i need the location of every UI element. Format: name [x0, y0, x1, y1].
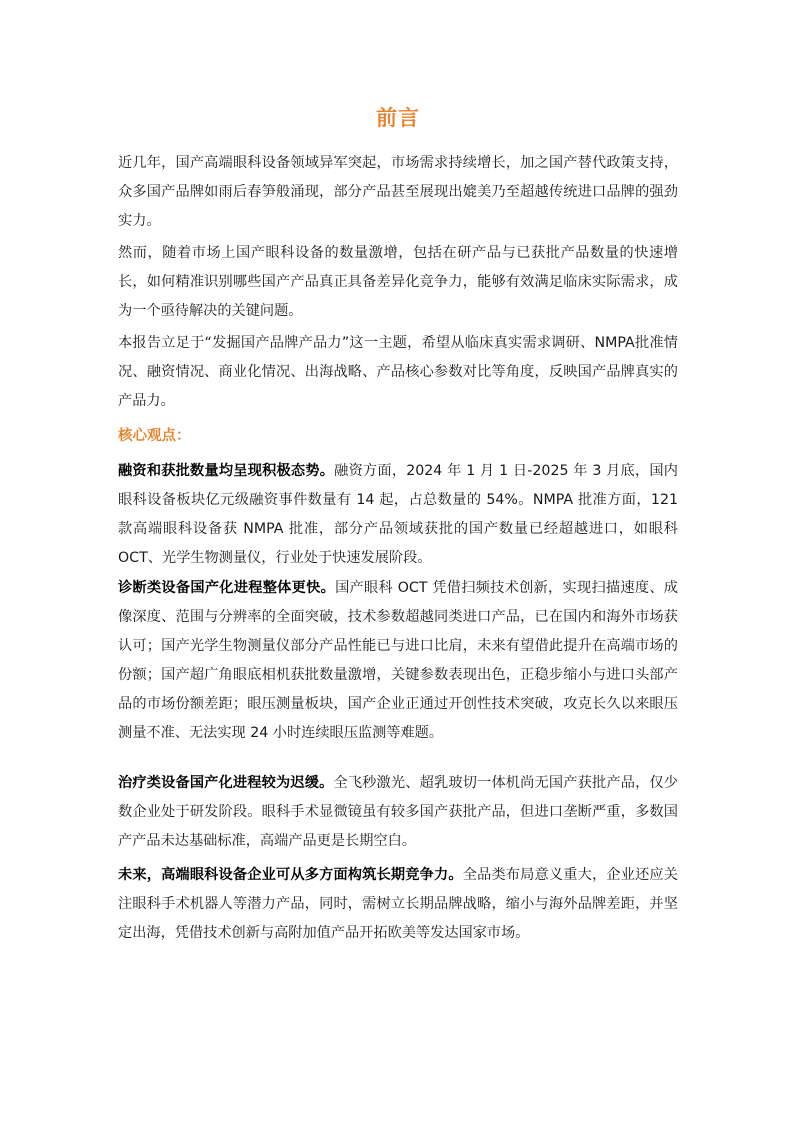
intro-paragraph: 然而，随着市场上国产眼科设备的数量激增，包括在研产品与已获批产品数量的快速增长，如何精准识别哪些国产产品真正具备差异化竞争力，能够有效满足临床实际需求，成为一个亟待解决的关键问题。	[118, 245, 678, 319]
key-point-lead: 治疗类设备国产化进程较为迟缓。	[118, 775, 334, 791]
key-point-paragraph	[118, 457, 678, 573]
key-point-paragraph	[118, 861, 678, 948]
key-point-paragraph	[118, 769, 678, 856]
key-point-lead: 诊断类设备国产化进程整体更快。	[118, 580, 336, 596]
key-point-paragraph	[118, 574, 678, 748]
key-point-body: 融资方面，2024 年 1 月 1 日-2025 年 3 月底，国内眼科设备板块亿元级融资事件数量有 14 起，占总数量的 54%。NMPA 批准方面，121 款高端眼科设备获 NMPA 批准，部分产品领域获批的国产数量已经超越进口，如眼科 OCT、光学生物测量仪，行业处于快速发展阶段。	[118, 463, 678, 566]
key-point-lead: 未来，高端眼科设备企业可从多方面构筑长期竞争力。	[118, 867, 463, 883]
key-point-body: 全飞秒激光、超乳玻切一体机尚无国产获批产品，仅少数企业处于研发阶段。眼科手术显微镜虽有较多国产获批产品，但进口垄断严重，多数国产产品未达基础标准，高端产品更是长期空白。	[118, 775, 678, 849]
intro-paragraph: 本报告立足于“发掘国产品牌产品力”这一主题，希望从临床真实需求调研、NMPA批准情况、融资情况、商业化情况、出海战略、产品核心参数对比等角度，反映国产品牌真实的产品力。	[118, 335, 678, 409]
key-point-lead: 融资和获批数量均呈现积极态势。	[118, 463, 335, 479]
page-title: 前言	[376, 106, 420, 130]
intro-paragraph: 近几年，国产高端眼科设备领域异军突起，市场需求持续增长，加之国产替代政策支持，众多国产品牌如雨后春笋般涌现，部分产品甚至展现出媲美乃至超越传统进口品牌的强劲实力。	[118, 155, 678, 229]
key-point-body: 全品类布局意义重大，企业还应关注眼科手术机器人等潜力产品，同时，需树立长期品牌战略，缩小与海外品牌差距，并坚定出海，凭借技术创新与高附加值产品开拓欧美等发达国家市场。	[118, 867, 678, 941]
key-point-body: 国产眼科 OCT 凭借扫频技术创新，实现扫描速度、成像深度、范围与分辨率的全面突破，技术参数超越同类进口产品，已在国内和海外市场获认可；国产光学生物测量仪部分产品性能已与进口比肩，未来有望借此提升在高端市场的份额；国产超广角眼底相机获批数量激增，关键参数表现出色，正稳步缩小与进口头部产品的市场份额差距；眼压测量板块，国产企业正通过开创性技术突破，攻克长久以来眼压测量不准、无法实现 24 小时连续眼压监测等难题。	[118, 580, 678, 741]
key-points-heading: 核心观点：	[118, 428, 191, 444]
